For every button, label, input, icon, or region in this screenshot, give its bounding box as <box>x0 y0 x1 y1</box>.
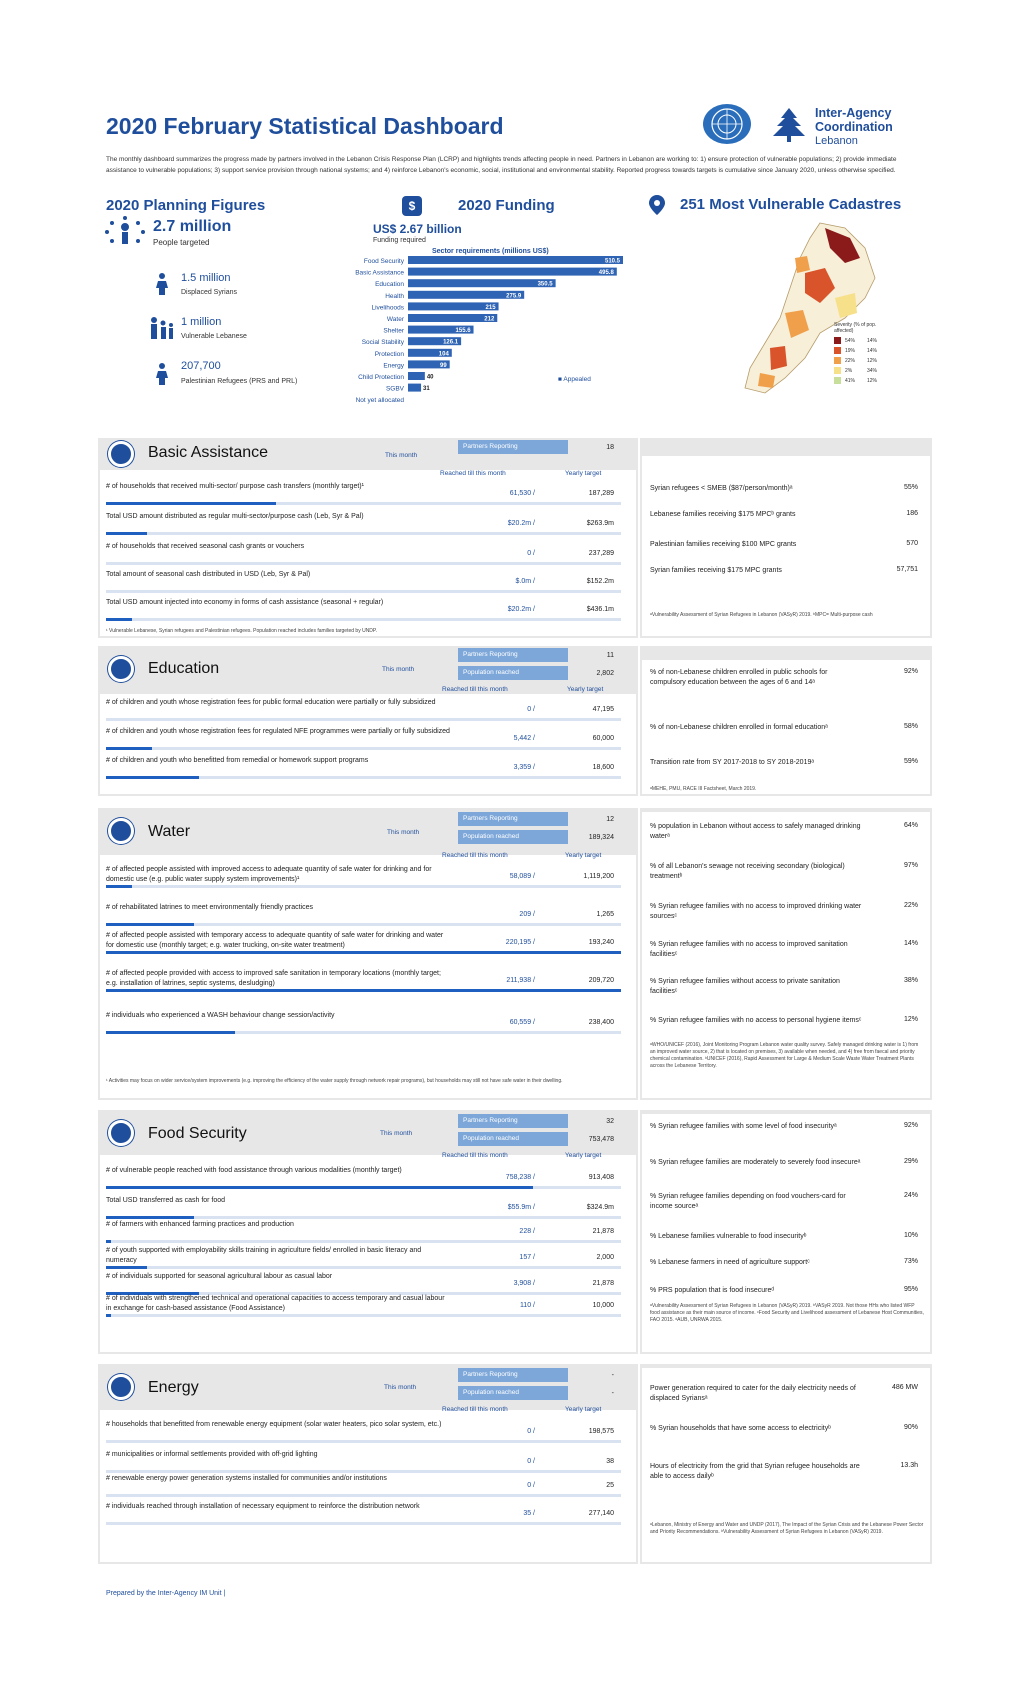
target-label: Yearly target <box>565 470 602 477</box>
progress-bar <box>106 951 621 954</box>
bar-value-label: 495.8 <box>598 270 614 277</box>
palestinian-refugees-icon <box>150 362 174 391</box>
progress-track <box>106 1314 621 1317</box>
indicator-reached: 211,938 / <box>506 977 535 984</box>
progress-track <box>106 618 621 621</box>
stat-label: % Syrian refugee families with no access to personal hygiene itemsᶜ <box>650 1017 862 1024</box>
progress-track <box>106 747 621 750</box>
group-label: Vulnerable Lebanese <box>181 333 247 340</box>
group-label: Displaced Syrians <box>181 289 238 296</box>
food-side-note: ᵃVulnerability Assessment of Syrian Refugees in Lebanon (VASyR) 2019. ᵇVASyR 2019. Not those HHs who listed WFP food assistance as their main source of income. ᶜFood Security and Livelihood assessment of Lebanese Host Communities, FAO 2015. ᵈAUB, UNRWA 2015. <box>650 1303 924 1323</box>
category-label: Social Stability <box>361 339 404 347</box>
indicator-reached: 0 / <box>527 1458 535 1465</box>
planning-heading: 2020 Planning Figures <box>106 197 266 214</box>
un-logo-icon <box>703 104 751 144</box>
funding-total: US$ 2.67 billion <box>373 222 462 236</box>
population-value: 2,802 <box>596 670 614 677</box>
progress-bar <box>106 923 194 926</box>
indicator-label: # of vulnerable people reached with food assistance through various modalities (monthly target) <box>106 1167 402 1174</box>
stat-value: 14% <box>903 940 918 947</box>
indicator-reached: 5,442 / <box>513 735 535 742</box>
progress-track <box>106 1470 621 1473</box>
indicator-reached: 3,908 / <box>513 1280 535 1287</box>
category-label: Not yet allocated <box>355 397 404 405</box>
indicator-reached: $20.2m / <box>507 606 535 613</box>
indicator-target: 2,000 <box>596 1254 614 1261</box>
funding-bar <box>408 256 623 264</box>
stat-value: 64% <box>903 822 918 829</box>
stat-label: % Syrian refugee families with no access to improved drinking water sourcesᶜ <box>650 903 862 920</box>
indicator-label: # individuals who experienced a WASH behaviour change session/activity <box>106 1012 335 1019</box>
progress-track <box>106 718 621 721</box>
stat-value: 90% <box>903 1424 918 1431</box>
indicator-target: 21,878 <box>592 1280 614 1287</box>
target-label: Yearly target <box>565 1406 602 1413</box>
intro-text: The monthly dashboard summarizes the progress made by partners involved in the Lebanon Crisis Response Plan (LCRP) and highlights trends affecting people in need. Partners in Lebanon are working to: 1) ensure protection of vulnerable populations; 2) provide immediate assistance to vulnerable populations; 3) support service provision through national systems; and 4) reinforce Lebanon's economic, social, institutional and environmental stability. Reported progress towards targets is cumulative since January 2020, unless otherwise specified. <box>106 156 897 174</box>
legend-value: 22% <box>845 357 856 364</box>
basic-assistance-icon <box>108 441 134 467</box>
category-label: Livelihoods <box>371 304 404 312</box>
stat-value: 92% <box>903 1122 918 1129</box>
progress-track <box>106 1494 621 1497</box>
this-month-label: This month <box>385 452 418 459</box>
stat-label: % Syrian refugee families without access to private sanitation facilitiesᶜ <box>650 978 840 995</box>
category-label: Education <box>375 281 404 289</box>
indicator-label: # of children and youth who benefitted from remedial or homework support programs <box>106 757 369 764</box>
funding-heading: 2020 Funding <box>458 197 555 214</box>
stat-value: 12% <box>903 1016 918 1023</box>
partners-value: 11 <box>606 652 614 659</box>
indicator-target: 277,140 <box>588 1510 614 1517</box>
stat-label: Power generation required to cater for the daily electricity needs of displaced Syriansᵃ <box>650 1385 856 1402</box>
logo-line1: Inter-Agency <box>815 106 892 120</box>
category-label: Water <box>386 316 404 323</box>
stat-label: % Syrian refugee families depending on food vouchers-card for income sourceᵃ <box>650 1193 846 1210</box>
legend-value: 14% <box>867 347 878 354</box>
water-note: ¹ Activities may focus on wider service/system improvements (e.g. improving the efficiency of the water supply through network repair programs), but households may still not have safe water in their dwelling. <box>106 1078 563 1084</box>
basic-note: ¹ Vulnerable Lebanese, Syrian refugees and Palestinian refugees. Population reached includes families targeted by UNDP. <box>106 628 378 634</box>
energy-title: Energy <box>148 1379 199 1396</box>
population-label: Population reached <box>458 1132 568 1146</box>
indicator-target: 38 <box>606 1458 614 1465</box>
legend-value: 14% <box>867 337 878 344</box>
stat-value: 73% <box>903 1258 918 1265</box>
group-label: Palestinian Refugees (PRS and PRL) <box>181 378 298 385</box>
indicator-reached: 58,089 / <box>509 873 535 880</box>
partners-label: Partners Reporting <box>458 812 568 826</box>
stat-label: % Syrian refugee families with no access to improved sanitation facilitiesᶜ <box>650 941 848 958</box>
partners-value: 12 <box>606 816 614 823</box>
education-icon <box>108 656 134 682</box>
stat-value: 92% <box>903 668 918 675</box>
progress-track <box>106 1266 621 1269</box>
water-title: Water <box>148 823 191 840</box>
people-targeted-icon <box>104 215 146 256</box>
funding-bar <box>408 372 425 380</box>
reached-label: Reached till this month <box>442 1406 508 1413</box>
legend-label: Appealed <box>563 376 591 383</box>
stat-label: % of non-Lebanese children enrolled in formal educationᵃ <box>650 724 828 731</box>
indicator-label: # of affected people assisted with temporary access to adequate quantity of safe water for drinking and water for domestic use (monthly target; e.g. water trucking, on-site water treatment) <box>106 932 444 949</box>
indicator-reached: 3,359 / <box>513 764 535 771</box>
indicator-target: 1,265 <box>596 911 614 918</box>
planning-total-label: People targeted <box>153 238 210 247</box>
progress-bar <box>106 1031 235 1034</box>
indicator-label: # of affected people assisted with improved access to adequate quantity of safe water for drinking and for domestic use (e.g. public water supply system improvements)¹ <box>106 866 432 883</box>
legend-value: 12% <box>867 377 878 384</box>
indicator-label: # municipalities or informal settlements provided with off-grid lighting <box>106 1451 318 1458</box>
indicator-reached: 60,559 / <box>509 1019 535 1026</box>
bar-value-label: 510.5 <box>604 258 620 265</box>
food-security-icon <box>108 1120 134 1146</box>
funding-bar <box>408 268 617 276</box>
indicator-label: # of households that received seasonal cash grants or vouchers <box>106 543 305 550</box>
org-logo-text <box>815 106 893 148</box>
progress-bar <box>106 1266 147 1269</box>
footer-credit: Prepared by the Inter-Agency IM Unit | <box>106 1590 226 1597</box>
stat-label: Syrian families receiving $175 MPC grants <box>650 567 782 574</box>
legend-row <box>834 377 894 386</box>
basic-assistance-title: Basic Assistance <box>148 444 269 461</box>
stat-value: 95% <box>903 1286 918 1293</box>
progress-track <box>106 532 621 535</box>
category-label: Energy <box>383 362 404 370</box>
indicator-label: Total USD amount distributed as regular multi-sector/purpose cash (Leb, Syr & Pal) <box>106 513 364 520</box>
indicator-target: 209,720 <box>588 977 614 984</box>
map-legend-title: Severity (% of pop. affected) <box>834 322 877 334</box>
basic-side-note: ᵃVulnerability Assessment of Syrian Refugees in Lebanon (VASyR) 2019. ᵇMPC= Multi-purpose cash <box>650 612 873 618</box>
group-value: 207,700 <box>181 360 221 372</box>
indicator-label: # households that benefitted from renewable energy equipment (solar water heaters, pico solar system, etc.) <box>106 1421 442 1428</box>
group-value: 1 million <box>181 316 222 328</box>
stat-label: % of all Lebanon's sewage not receiving secondary (biological) treatmentᵇ <box>650 863 845 880</box>
progress-bar <box>106 989 621 992</box>
funding-bar-chart <box>330 254 630 409</box>
group-value: 1.5 million <box>181 272 231 284</box>
stat-label: % population in Lebanon without access to safely managed drinking waterᵃ <box>650 823 861 840</box>
progress-track <box>106 885 621 888</box>
legend-row <box>834 337 894 346</box>
legend-swatch <box>834 347 841 354</box>
indicator-target: $152.2m <box>586 578 614 585</box>
indicator-label: Total amount of seasonal cash distributed in USD (Leb, Syr & Pal) <box>106 571 311 578</box>
legend-row <box>834 367 894 376</box>
stat-label: Hours of electricity from the grid that Syrian refugee households are able to access dailyᵇ <box>650 1463 860 1480</box>
category-label: SGBV <box>385 385 404 393</box>
indicator-label: # of individuals supported for seasonal agricultural labour as casual labor <box>106 1273 333 1280</box>
legend-swatch <box>834 337 841 344</box>
indicator-label: # of households that received multi-sector/ purpose cash transfers (monthly target)¹ <box>106 483 364 490</box>
logo-line3: Lebanon <box>815 135 858 147</box>
indicator-reached: $.0m / <box>515 578 535 585</box>
bar-value-label: 40 <box>426 374 434 381</box>
category-label: Basic Assistance <box>355 269 404 277</box>
population-label: Population reached <box>458 830 568 844</box>
indicator-target: 21,878 <box>592 1228 614 1235</box>
category-label: Health <box>385 292 404 300</box>
progress-bar <box>106 502 276 505</box>
chart-legend: ■ Appealed <box>558 376 591 383</box>
category-label: Food Security <box>363 258 404 265</box>
indicator-label: # of children and youth whose registration fees for regulated NFE programmes were partially or fully subsidized <box>106 728 450 735</box>
cadastres-heading: 251 Most Vulnerable Cadastres <box>680 196 902 213</box>
partners-label: Partners Reporting <box>458 1114 568 1128</box>
indicator-target: 238,400 <box>588 1019 614 1026</box>
bar-value-label: 155.6 <box>455 328 471 335</box>
indicator-reached: 228 / <box>519 1228 535 1235</box>
legend-value: 34% <box>867 367 878 374</box>
planning-total: 2.7 million <box>153 218 232 235</box>
indicator-label: Total USD transferred as cash for food <box>106 1197 226 1204</box>
indicator-reached: 0 / <box>527 1428 535 1435</box>
progress-track <box>106 590 621 593</box>
progress-bar <box>106 532 147 535</box>
stat-value: 570 <box>906 540 918 547</box>
stat-label: Lebanese families receiving $175 MPCᵇ grants <box>650 511 796 518</box>
reached-label: Reached till this month <box>442 686 508 693</box>
indicator-label: Total USD amount injected into economy in forms of cash assistance (seasonal + regular) <box>106 599 384 606</box>
indicator-target: $263.9m <box>586 520 614 527</box>
indicator-target: $324.9m <box>586 1204 614 1211</box>
category-label: Child Protection <box>358 374 404 381</box>
stat-value: 38% <box>903 977 918 984</box>
indicator-label: # of children and youth whose registration fees for public formal education were partially or fully subsidized <box>106 699 436 706</box>
population-label: Population reached <box>458 666 568 680</box>
stat-value: 57,751 <box>896 566 918 573</box>
stat-value: 55% <box>903 484 918 491</box>
progress-bar <box>106 747 152 750</box>
indicator-reached: $55.9m / <box>507 1204 535 1211</box>
indicator-reached: $20.2m / <box>507 520 535 527</box>
stat-value: 24% <box>903 1192 918 1199</box>
progress-bar <box>106 618 132 621</box>
partners-value: 18 <box>606 444 614 451</box>
stat-label: % of non-Lebanese children enrolled in public schools for compulsory education between the ages of 6 and 14ᵃ <box>650 669 828 686</box>
page-title: 2020 February Statistical Dashboard <box>106 113 504 139</box>
location-pin-icon <box>649 195 665 220</box>
indicator-target: 187,289 <box>588 490 614 497</box>
indicator-target: $436.1m <box>586 606 614 613</box>
dollar-icon: $ <box>402 196 422 216</box>
indicator-reached: 35 / <box>523 1510 535 1517</box>
indicator-target: 25 <box>606 1482 614 1489</box>
partners-value: 32 <box>606 1118 614 1125</box>
this-month-label: This month <box>387 829 420 836</box>
indicator-label: # of youth supported with employability skills training in agriculture fields/ enrolled in basic literacy and numeracy <box>106 1247 422 1264</box>
indicator-reached: 0 / <box>527 1482 535 1489</box>
indicator-label: # of affected people provided with access to improved safe sanitation in temporary locations (monthly target; e.g. installation of latrines, septic systems, desludging) <box>106 970 441 987</box>
population-value: - <box>611 1390 614 1397</box>
bar-value-label: 99 <box>440 362 447 369</box>
this-month-label: This month <box>382 666 415 673</box>
legend-swatch <box>834 357 841 364</box>
progress-bar <box>106 776 199 779</box>
indicator-target: 18,600 <box>592 764 614 771</box>
logo-line2: Coordination <box>815 120 893 134</box>
legend-value: 19% <box>845 347 856 354</box>
legend-value: 54% <box>845 337 856 344</box>
education-title: Education <box>148 660 220 677</box>
indicator-target: 198,575 <box>588 1428 614 1435</box>
progress-bar <box>106 1240 111 1243</box>
indicator-label: # of individuals with strengthened technical and operational capacities to access temporary and casual labour in exchange for cash-based assistance (Food Assistance) <box>106 1295 445 1312</box>
population-label: Population reached <box>458 1386 568 1400</box>
category-label: Shelter <box>383 327 404 335</box>
stat-label: % PRS population that is food insecureᵈ <box>650 1287 775 1294</box>
legend-value: 2% <box>845 367 853 374</box>
stat-label: % Syrian households that have some access to electricityᵇ <box>650 1425 831 1432</box>
indicator-reached: 110 / <box>519 1302 535 1309</box>
food-security-title: Food Security <box>148 1125 247 1142</box>
indicator-target: 10,000 <box>592 1302 614 1309</box>
funding-total-label: Funding required <box>373 237 426 244</box>
stat-value: 29% <box>903 1158 918 1165</box>
legend-row <box>834 357 894 366</box>
this-month-label: This month <box>384 1384 417 1391</box>
displaced-syrians-icon <box>150 272 174 301</box>
water-side-note: ᵃWHO/UNICEF (2016), Joint Monitoring Program Lebanon water quality survey. Safely managed drinking water is 1) from an improved water source, 2) that is located on premises, 3) available when needed, and 4) free from faecal and priority chemical contamination. ᵇUNICEF (2016), Rapid Assessment for Large & Medium Scale Waste Water Treatment Plants across the Lebanese Territory. <box>650 1042 919 1069</box>
stat-value: 486 MW <box>891 1384 918 1391</box>
indicator-reached: 61,530 / <box>509 490 535 497</box>
legend-value: 12% <box>867 357 878 364</box>
funding-bar <box>408 279 556 287</box>
stat-label: Transition rate from SY 2017-2018 to SY 2018-2019ᵃ <box>650 759 814 766</box>
stat-label: Syrian refugees < SMEB ($87/person/month)ᵃ <box>650 485 793 492</box>
legend-swatch <box>834 367 841 374</box>
energy-side-note: ᵃLebanon, Ministry of Energy and Water and UNDP (2017), The Impact of the Syrian Crisis and the Lebanese Power Sector and Priority Recommendations. ᵇVulnerability Assessment of Syrian Refugees in Lebanon (VASyR) 2019. <box>650 1522 924 1535</box>
category-label: Protection <box>374 350 404 358</box>
stat-value: 186 <box>906 510 918 517</box>
indicator-target: 193,240 <box>588 939 614 946</box>
indicator-target: 913,408 <box>588 1174 614 1181</box>
indicator-reached: 0 / <box>527 706 535 713</box>
stat-value: 10% <box>903 1232 918 1239</box>
stat-value: 22% <box>903 902 918 909</box>
indicator-target: 1,119,200 <box>583 873 614 880</box>
stat-label: Palestinian families receiving $100 MPC grants <box>650 541 797 548</box>
stat-value: 13.3h <box>900 1462 918 1469</box>
indicator-reached: 209 / <box>519 911 535 918</box>
stat-label: % Lebanese families vulnerable to food insecurityᵇ <box>650 1233 807 1240</box>
vulnerable-lebanese-icon <box>146 316 176 345</box>
bar-value-label: 350.5 <box>537 281 553 288</box>
indicator-reached: 758,238 / <box>505 1174 535 1181</box>
indicator-reached: 157 / <box>519 1254 535 1261</box>
energy-icon <box>108 1374 134 1400</box>
education-side-note: ᵃMEHE, PMU, RACE III Factsheet, March 2019. <box>650 786 757 792</box>
progress-track <box>106 562 621 565</box>
bar-value-label: 31 <box>423 386 430 393</box>
progress-bar <box>106 1216 194 1219</box>
bar-value-label: 104 <box>438 351 449 358</box>
target-label: Yearly target <box>565 852 602 859</box>
water-icon <box>108 818 134 844</box>
chart-title: Sector requirements (millions US$) <box>432 248 549 255</box>
indicator-reached: 0 / <box>527 550 535 557</box>
cedar-logo-icon <box>769 106 809 144</box>
progress-bar <box>106 1186 533 1189</box>
indicator-label: # of rehabilitated latrines to meet environmentally friendly practices <box>106 904 313 911</box>
partners-label: Partners Reporting <box>458 440 568 454</box>
bar-value-label: 126.1 <box>443 339 459 346</box>
stat-value: 59% <box>903 758 918 765</box>
partners-label: Partners Reporting <box>458 1368 568 1382</box>
partners-label: Partners Reporting <box>458 648 568 662</box>
population-value: 189,324 <box>588 834 614 841</box>
indicator-label: # individuals reached through installation of necessary equipment to reinforce the distribution network <box>106 1503 420 1510</box>
progress-track <box>106 1440 621 1443</box>
stat-label: % Lebanese farmers in need of agriculture supportᶜ <box>650 1259 810 1266</box>
reached-label: Reached till this month <box>442 1152 508 1159</box>
bar-value-label: 275.9 <box>506 293 522 300</box>
population-value: 753,478 <box>588 1136 614 1143</box>
reached-label: Reached till this month <box>440 470 506 477</box>
indicator-target: 47,195 <box>592 706 614 713</box>
progress-bar <box>106 1314 111 1317</box>
bar-value-label: 215 <box>485 304 496 311</box>
funding-chart-svg <box>330 254 630 409</box>
stat-value: 97% <box>903 862 918 869</box>
stat-label: % Syrian refugee families are moderately to severely food insecureᵃ <box>650 1159 861 1166</box>
this-month-label: This month <box>380 1130 413 1137</box>
stat-value: 58% <box>903 723 918 730</box>
legend-row <box>834 347 894 356</box>
target-label: Yearly target <box>567 686 604 693</box>
funding-bar <box>408 384 421 392</box>
target-label: Yearly target <box>565 1152 602 1159</box>
stat-label: % Syrian refugee families with some level of food insecurityᵃ <box>650 1123 837 1130</box>
progress-track <box>106 1522 621 1525</box>
indicator-label: # of farmers with enhanced farming practices and production <box>106 1221 294 1228</box>
progress-bar <box>106 885 132 888</box>
legend-swatch <box>834 377 841 384</box>
bar-value-label: 212 <box>484 316 495 323</box>
partners-value: - <box>611 1372 614 1379</box>
indicator-reached: 220,195 / <box>505 939 535 946</box>
indicator-target: 237,289 <box>588 550 614 557</box>
indicator-label: # renewable energy power generation systems installed for communities and/or institutions <box>106 1475 387 1482</box>
indicator-target: 60,000 <box>592 735 614 742</box>
progress-track <box>106 1240 621 1243</box>
reached-label: Reached till this month <box>442 852 508 859</box>
legend-value: 41% <box>845 377 856 384</box>
